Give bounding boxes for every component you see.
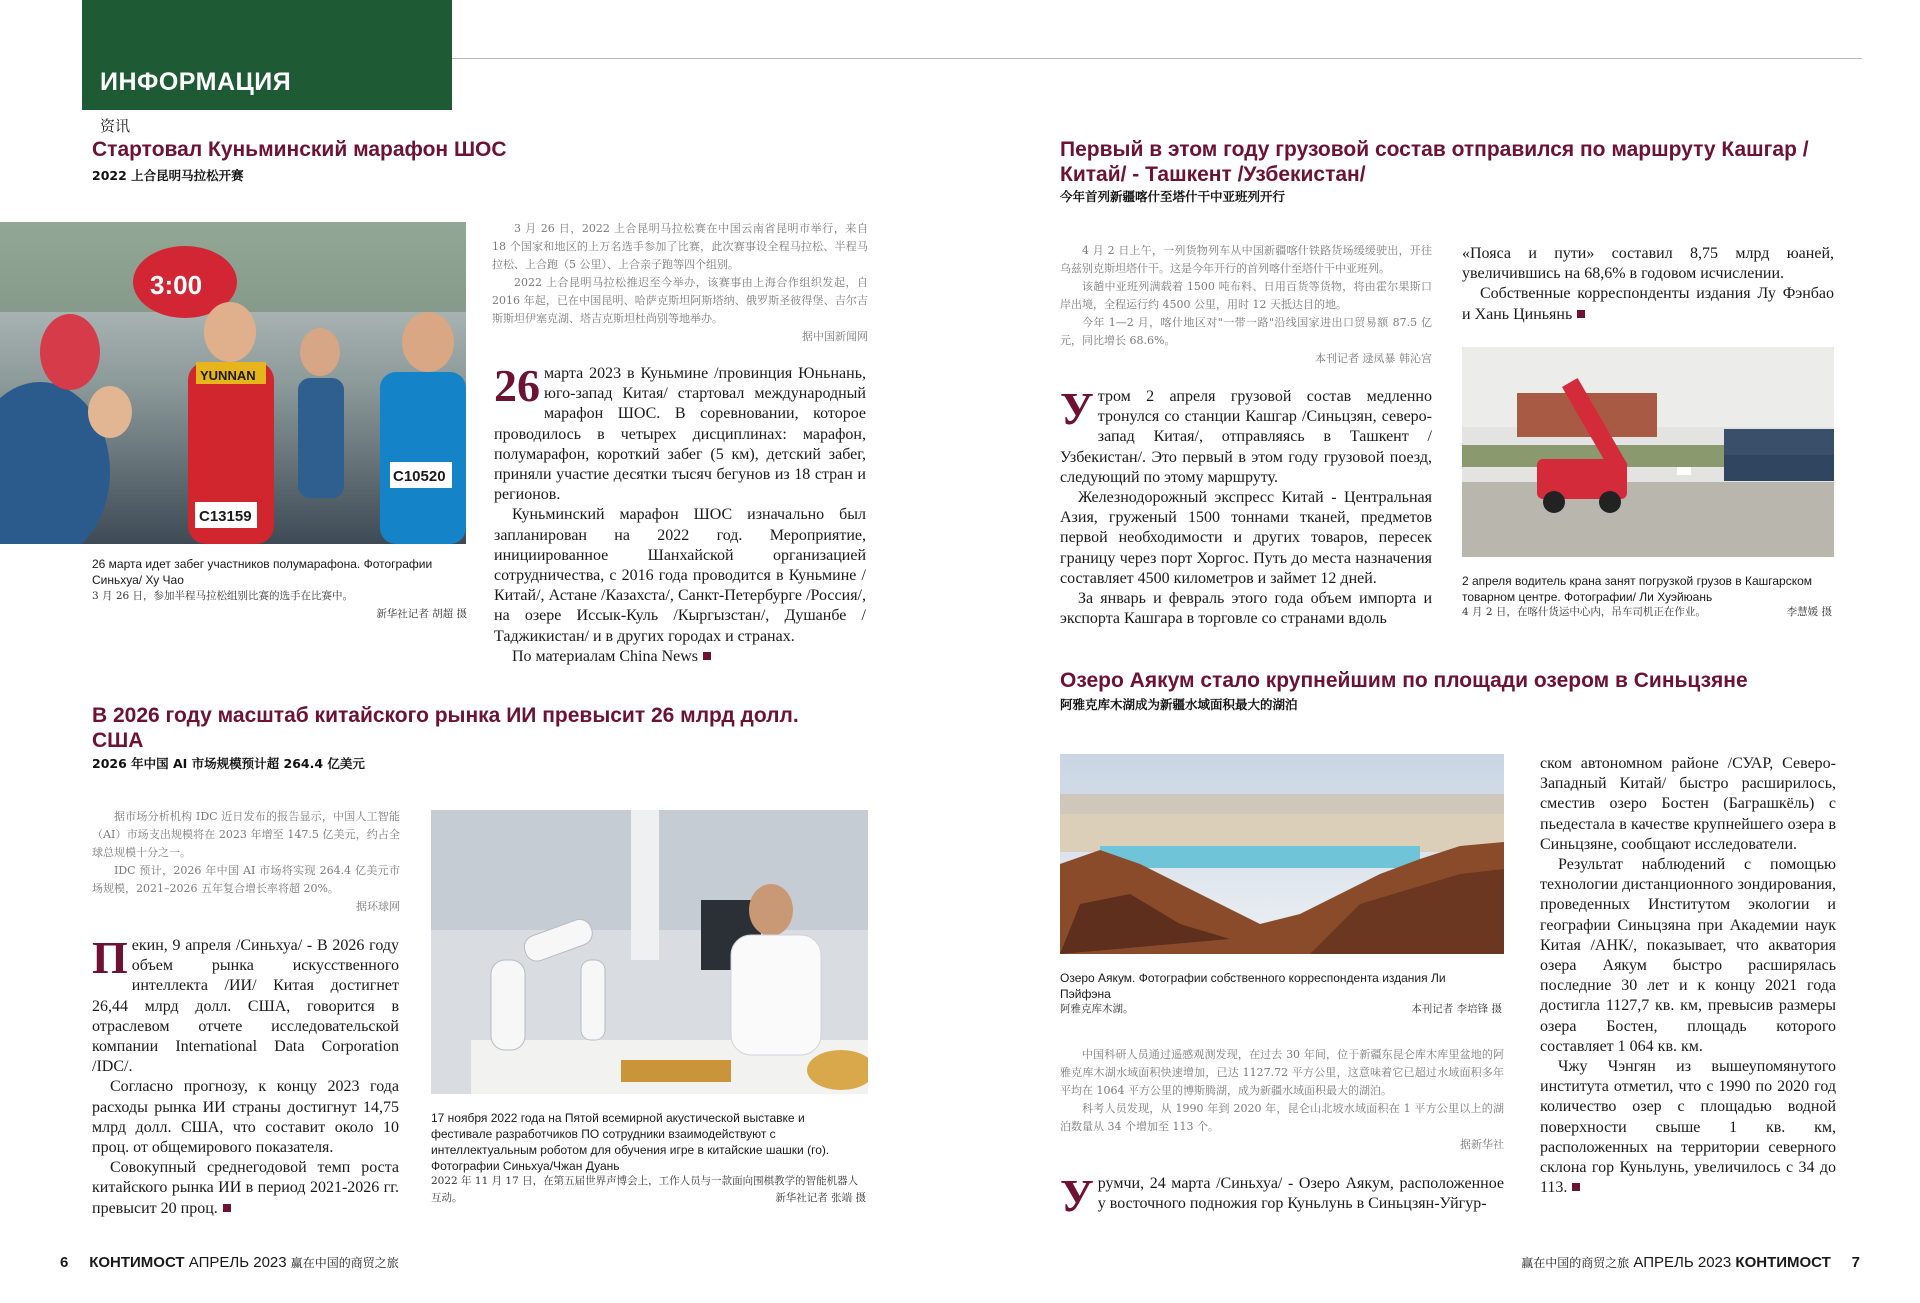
train-ru-paragraph: За январь и февраль этого года объем импорта и экспорта Кашгара в торговле со странами вдоль	[1060, 590, 1432, 628]
ai-ru-paragraph: екин, 9 апреля /Синьхуа/ - В 2026 году объем рынка искусственного интеллекта /ИИ/ Китая достигнет 26,44 млрд долл. США, говорится в отраслевом отчете исследовательской компании International Data Corporation /IDC/.	[92, 937, 399, 1076]
ai-title: В 2026 году масштаб китайского рынка ИИ превысит 26 млрд долл. США	[92, 704, 799, 752]
lake-ru-body	[1060, 1170, 1504, 1221]
ai-title-cn: 2026 年中国 AI 市场规模预计超 264.4 亿美元	[92, 756, 365, 771]
footer-slogan-right: 赢在中国的商贸之旅	[1521, 1256, 1630, 1270]
ai-caption-cn: 2022 年 11 月 17 日，在第五届世界声博会上，工作人员与一款面向围棋教学的智能机器人互动。	[431, 1175, 859, 1204]
lake-caption: Озеро Аякум. Фотографии собственного корреспондента издания Ли Пэйфэна	[1060, 971, 1446, 1001]
marathon-cn-block	[492, 220, 868, 346]
marathon-shirt-text: YUNNAN	[200, 368, 256, 383]
lake-ru-paragraph: Результат наблюдений с помощью технологии дистанционного зондирования, проведенных Институтом экологии и географии Синьцзяна при Академии наук Китая /АНК/, показывает, что акватория озера Аякум быстро расширялась последние 30 лет и к концу 2021 года достигла 1127,7 кв. км, превысив размеры озера Бостен, площадь которого составляет 1 064 кв. км.	[1540, 856, 1836, 1055]
train-cn-paragraph: 今年 1—2 月，喀什地区对"一带一路"沿线国家进出口贸易额 87.5 亿元，同比增长 68.6%。	[1060, 316, 1432, 347]
lake-ru-paragraph: румчи, 24 марта /Синьхуа/ - Озеро Аякум, расположенное у восточного подножия гор Куньлунь в Синьцзян-Уйгур-	[1097, 1175, 1504, 1213]
ai-photo-art	[431, 810, 868, 1094]
train-ru-source: Собственные корреспонденты издания Лу Фэнбао и Хань Циньянь	[1462, 285, 1834, 323]
train-ru-paragraph: «Пояса и пути» составил 8,75 млрд юаней, увеличившись на 68,6% в годовом исчислении.	[1462, 245, 1834, 283]
footer-page-left: 6	[60, 1254, 69, 1271]
marathon-bib-2: C10520	[393, 468, 446, 485]
marathon-balloon-text: 3:00	[150, 270, 203, 300]
marathon-title: Стартовал Куньминский марафон ШОС	[92, 138, 507, 161]
marathon-ru-paragraph: марта 2023 в Куньмине /провинция Юньнань, юго-запад Китая/ стартовал международный марафон ШОС. В соревновании, которое проводилось в четырех дисциплинах: марафон, полумарафон, короткий забег (5 км), детский забег, приняли участие десятки тысяч бегунов из 18 стран и регионов.	[494, 365, 866, 504]
lake-ru-paragraph: ском автономном районе /СУАР, Северо-Западный Китай/ быстро расширилось, сместив озеро Бостен (Баграшкёль) с пьедестала в качестве крупнейшего озера в Синьцзяне, сообщают исследователи.	[1540, 755, 1836, 853]
ai-photo	[431, 810, 868, 1094]
marathon-ru-body	[494, 360, 866, 667]
train-credit-cn: 李慧媛 摄	[1786, 606, 1832, 618]
lake-drop-cap: У	[1060, 1170, 1094, 1221]
end-mark	[223, 1204, 231, 1212]
marathon-cn-source: 据中国新闻网	[802, 330, 868, 343]
footer-issue-left: АПРЕЛЬ 2023	[188, 1254, 287, 1271]
train-photo-art	[1462, 347, 1834, 557]
marathon-cn-paragraph: 2022 上合昆明马拉松推迟至今举办，该赛事由上海合作组织发起，自 2016 年起，已在中国昆明、哈萨克斯坦阿斯塔纳、俄罗斯圣彼得堡、吉尔吉斯斯坦伊塞克湖、塔吉克斯坦杜尚别等地举办。	[492, 276, 868, 325]
marathon-photo	[0, 222, 466, 544]
footer-brand-right: КОНТИМОСТ	[1735, 1254, 1831, 1271]
end-mark	[1577, 310, 1585, 318]
marathon-ru-source: По материалам China News	[512, 647, 699, 665]
lake-cn-block	[1060, 1046, 1504, 1154]
train-cn-paragraph: 该趟中亚班列满载着 1500 吨布料、日用百货等货物，将由霍尔果斯口岸出境，全程运行约 4500 公里，用时 12 天抵达目的地。	[1060, 280, 1432, 311]
marathon-photo-art	[0, 222, 466, 544]
train-photo	[1462, 347, 1834, 557]
lake-photo	[1060, 754, 1504, 954]
train-cn-block	[1060, 242, 1432, 368]
lake-title: Озеро Аякум стало крупнейшим по площади озером в Синьцзяне	[1060, 669, 1748, 692]
ai-ru-body	[92, 932, 399, 1219]
train-ru-paragraph: тром 2 апреля грузовой состав медленно тронулся со станции Кашгар /Синьцзян, северо-запад Китая/, отправляясь в Ташкент /Узбекистан/. Это первый в этом году грузовой поезд, следующий по этому маршруту.	[1060, 388, 1432, 486]
marathon-ru-paragraph: Куньминский марафон ШОС изначально был запланирован на 2022 год. Мероприятие, инициированное Шанхайской организацией сотрудничества, с 2016 года проводится в Куньмине /Китай/, Астане /Казахста/, Санкт-Петербурге /Россия/, на озере Иссык-Куль /Кыргызстан/, Душанбе /Таджикистан/ и в других городах и странах.	[494, 506, 866, 645]
train-cn-source: 本刊记者 逯凤暴 韩沁宫	[1315, 352, 1432, 365]
lake-caption-cn: 阿雅克库木湖。	[1060, 1003, 1134, 1015]
marathon-drop-cap: 26	[494, 360, 540, 411]
ai-cn-paragraph: IDC 预计，2026 年中国 AI 市场将实现 264.4 亿美元市场规模，2021–2026 五年复合增长率将超 20%。	[92, 864, 400, 895]
lake-cn-paragraph: 中国科研人员通过遥感观测发现，在过去 30 年间，位于新疆东昆仑库木库里盆地的阿雅克库木湖水域面积快速增加，已达 1127.72 平方公里，这意味着它已超过水域面积多年平均在 1064 平方公里的博斯腾湖，成为新疆水域面积最大的湖泊。	[1060, 1048, 1504, 1097]
train-drop-cap: У	[1060, 383, 1094, 434]
section-title: ИНФОРМАЦИЯ	[100, 68, 292, 96]
ai-cn-paragraph: 据市场分析机构 IDC 近日发布的报告显示，中国人工智能（AI）市场支出规模将在 2023 年增至 147.5 亿美元，约占全球总规模十分之一。	[92, 810, 400, 859]
marathon-caption: 26 марта идет забег участников полумарафона. Фотографии Синьхуа/ Ху Чао	[92, 557, 433, 587]
marathon-credit-cn: 新华社记者 胡超 摄	[376, 608, 467, 620]
train-caption-cn: 4 月 2 日，在喀什货运中心内，吊车司机正在作业。	[1462, 606, 1706, 618]
end-mark	[703, 652, 711, 660]
train-ru-paragraph: Железнодорожный экспресс Китай - Центральная Азия, груженый 1500 тоннами тканей, предметов первой необходимости и других товаров, пересек границу через порт Хоргос. Путь до места назначения составляет 4500 километров и займет 12 дней.	[1060, 489, 1432, 587]
train-ru-continued	[1462, 244, 1834, 325]
footer-issue-right: АПРЕЛЬ 2023	[1633, 1254, 1732, 1271]
ai-cn-block	[92, 808, 400, 916]
ai-ru-paragraph: Совокупный среднегодовой темп роста китайского рынка ИИ в период 2021-2026 гг. превысит 20 проц.	[92, 1159, 399, 1217]
lake-cn-paragraph: 科考人员发现，从 1990 年到 2020 年，昆仑山北坡水域面积在 1 平方公里以上的湖泊数量从 34 个增加至 113 个。	[1060, 1102, 1504, 1133]
marathon-cn-paragraph: 3 月 26 日，2022 上合昆明马拉松赛在中国云南省昆明市举行，来自 18 个国家和地区的上万名选手参加了比赛，此次赛事设全程马拉松、半程马拉松、上合跑（5 公里）、上合亲子跑等四个组别。	[492, 222, 868, 271]
lake-photo-art	[1060, 754, 1504, 954]
lake-cn-source: 据新华社	[1460, 1138, 1504, 1151]
end-mark	[1572, 1183, 1580, 1191]
ai-cn-source: 据环球网	[356, 900, 400, 913]
marathon-bib-1: C13159	[199, 508, 252, 525]
train-title-cn: 今年首列新疆喀什至塔什干中亚班列开行	[1060, 189, 1286, 204]
ai-drop-cap: П	[92, 932, 128, 983]
lake-ru-paragraph: Чжу Чэнгян из вышеупомянутого института отметил, что с 1990 по 2020 год количество озер с площадью водной поверхности свыше 1 кв. км, расположенных на территории северного склона гор Куньлунь, увеличилось с 34 до 113.	[1540, 1058, 1836, 1197]
marathon-title-cn: 2022 上合昆明马拉松开赛	[92, 168, 244, 183]
header-rule	[452, 58, 1862, 59]
ai-caption: 17 ноября 2022 года на Пятой всемирной акустической выставке и фестивале разработчиков ПО сотрудники взаимодействуют с интеллектуальным роботом для обучения игре в китайские шашки (го). Фотографии Синьхуа/Чжан Дуань	[431, 1111, 830, 1173]
lake-ru-continued	[1540, 754, 1836, 1198]
footer-slogan-left: 赢在中国的商贸之旅	[290, 1256, 399, 1270]
footer-right	[1521, 1254, 1860, 1271]
marathon-caption-cn: 3 月 26 日，参加半程马拉松组别比赛的选手在比赛中。	[92, 590, 354, 602]
footer-page-right: 7	[1851, 1254, 1860, 1271]
section-subtitle-cn: 资讯	[100, 117, 131, 135]
lake-credit-cn: 本刊记者 李培锋 摄	[1411, 1003, 1502, 1015]
ai-ru-paragraph: Согласно прогнозу, к концу 2023 года расходы рынка ИИ страны достигнут 14,75 млрд долл. США, что составит около 10 проц. от общемирового показателя.	[92, 1078, 399, 1157]
train-caption: 2 апреля водитель крана занят погрузкой грузов в Кашгарском товарном центре. Фотографии/ Ли Хуэйюань	[1462, 574, 1813, 604]
ai-credit-cn: 新华社记者 张端 摄	[775, 1192, 866, 1204]
train-ru-body	[1060, 383, 1432, 629]
train-cn-paragraph: 4 月 2 日上午，一列货物列车从中国新疆喀什铁路货场缓缓驶出，开往乌兹别克斯坦塔什干。这是今年开行的首列喀什至塔什干中亚班列。	[1060, 244, 1432, 275]
footer-left	[60, 1254, 399, 1271]
train-title: Первый в этом году грузовой состав отправился по маршруту Кашгар /Китай/ - Ташкент /Узбекистан/	[1060, 138, 1809, 186]
lake-title-cn: 阿雅克库木湖成为新疆水域面积最大的湖泊	[1060, 697, 1298, 712]
footer-brand-left: КОНТИМОСТ	[89, 1254, 185, 1271]
